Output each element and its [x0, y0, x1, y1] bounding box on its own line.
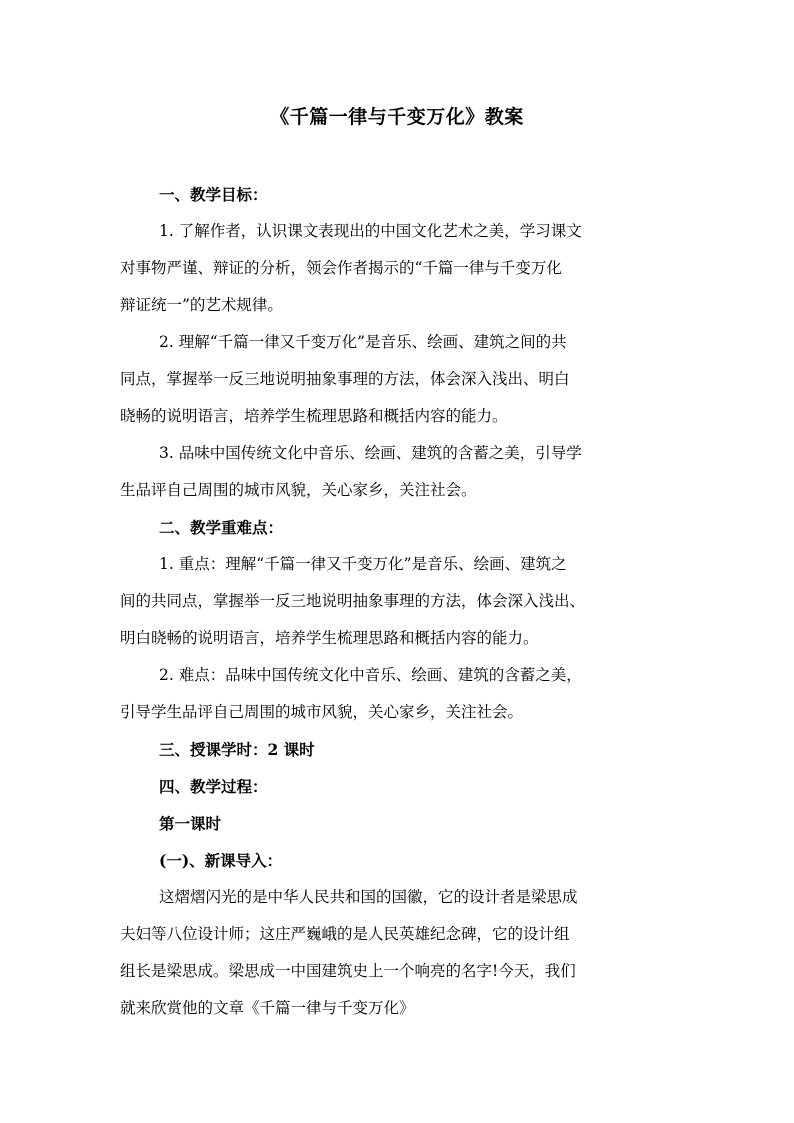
paragraph-line: 就来欣赏他的文章《千篇一律与千变万化》 — [120, 999, 415, 1017]
paragraph-line: 组长是梁思成。梁思成一中国建筑史上一个响亮的名字!今天，我们 — [120, 962, 576, 980]
paragraph-line: 2. 难点：品味中国传统文化中音乐、绘画、建筑的含蓄之美， — [159, 666, 582, 684]
document-title: 《千篇一律与千变万化》教案 — [270, 106, 524, 128]
section-heading: (一)、新课导入： — [159, 851, 283, 870]
paragraph-line: 引导学生品评自己周围的城市风貌，关心家乡，关注社会。 — [120, 703, 524, 721]
paragraph-line: 间的共同点，掌握举一反三地说明抽象事理的方法，体会深入浅出、 — [120, 592, 586, 610]
paragraph-line: 明白晓畅的说明语言，培养学生梳理思路和概括内容的能力。 — [120, 629, 539, 647]
paragraph-line: 辩证统一”的艺术规律。 — [120, 296, 283, 314]
section-heading: 第一课时 — [159, 814, 222, 833]
section-heading: 一、教学目标： — [159, 185, 268, 204]
paragraph-line: 1. 重点：理解“千篇一律又千变万化”是音乐、绘画、建筑之 — [159, 555, 567, 573]
section-heading: 三、授课学时：2 课时 — [159, 740, 315, 759]
paragraph-line: 3. 品味中国传统文化中音乐、绘画、建筑的含蓄之美，引导学 — [159, 444, 582, 462]
paragraph-line: 晓畅的说明语言，培养学生梳理思路和概括内容的能力。 — [120, 407, 508, 425]
paragraph-line: 夫妇等八位设计师；这庄严巍峨的是人民英雄纪念碑，它的设计组 — [120, 925, 570, 943]
section-heading: 四、教学过程： — [159, 777, 268, 796]
paragraph-line: 同点，掌握举一反三地说明抽象事理的方法，体会深入浅出、明白 — [120, 370, 570, 388]
document-body — [120, 176, 680, 1027]
paragraph-line: 生品评自己周围的城市风貌，关心家乡，关注社会。 — [120, 481, 477, 499]
paragraph-line: 2. 理解“千篇一律又千变万化”是音乐、绘画、建筑之间的共 — [159, 333, 567, 351]
section-heading: 二、教学重难点： — [159, 518, 284, 537]
paragraph-line: 这熠熠闪光的是中华人民共和国的国徽，它的设计者是梁思成 — [159, 888, 578, 906]
paragraph-line: 1. 了解作者，认识课文表现出的中国文化艺术之美，学习课文 — [159, 222, 582, 240]
paragraph-line: 对事物严谨、辩证的分析，领会作者揭示的“千篇一律与千变万化 — [120, 259, 562, 277]
